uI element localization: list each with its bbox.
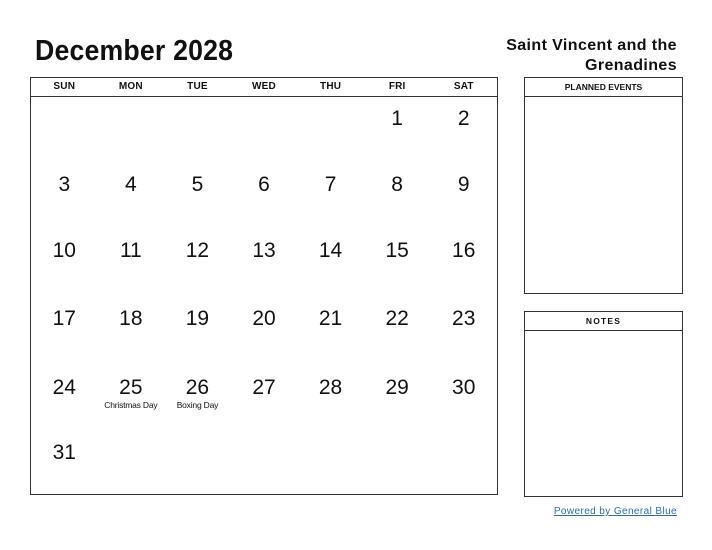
day-cell (364, 229, 431, 297)
weekday-wed: WED (252, 81, 276, 92)
day-cell (297, 297, 364, 366)
day-number: 30 (452, 376, 476, 399)
day-number: 9 (457, 173, 470, 196)
day-number: 3 (58, 173, 71, 196)
day-number: 19 (185, 307, 210, 330)
holiday-label: Boxing Day (176, 400, 219, 410)
day-cell (31, 229, 98, 297)
day-number: 7 (324, 173, 337, 196)
day-number: 25 (119, 376, 143, 399)
day-cell (31, 366, 98, 431)
country-name: Saint Vincent and the Grenadines (506, 37, 677, 74)
day-cell (430, 229, 497, 297)
day-number: 8 (391, 173, 403, 196)
day-cell (98, 163, 165, 229)
day-cell (31, 431, 98, 494)
day-number: 5 (191, 173, 204, 196)
calendar-grid (30, 77, 498, 495)
weekday-fri: FRI (388, 81, 406, 92)
day-cell (430, 97, 497, 163)
day-cell (164, 366, 231, 431)
day-cell (430, 297, 497, 366)
empty-day-cell (297, 97, 364, 163)
day-cell (31, 297, 98, 366)
day-number: 21 (318, 307, 343, 330)
day-number: 11 (119, 239, 142, 262)
day-number: 10 (52, 239, 76, 262)
day-number: 26 (185, 376, 210, 399)
day-cell (98, 366, 165, 431)
day-cell (231, 297, 298, 366)
day-number: 15 (385, 239, 409, 262)
empty-day-cell (231, 97, 298, 163)
powered-by-link[interactable]: Powered by General Blue (553, 506, 677, 517)
day-cell (297, 229, 364, 297)
weekday-sun: SUN (53, 81, 76, 92)
holiday-label: Christmas Day (104, 400, 158, 410)
empty-day-cell (297, 431, 364, 494)
day-number: 16 (452, 239, 476, 262)
day-cell (31, 163, 98, 229)
empty-day-cell (231, 431, 298, 494)
day-number: 13 (252, 239, 276, 262)
day-number: 12 (185, 239, 210, 262)
day-number: 4 (125, 173, 137, 196)
day-number: 28 (318, 376, 343, 399)
day-cell (297, 366, 364, 431)
empty-day-cell (164, 431, 231, 494)
day-number: 1 (391, 107, 403, 130)
day-cell (297, 163, 364, 229)
weekday-header-row (31, 78, 497, 97)
day-number: 22 (385, 307, 409, 330)
planned-events-heading: PLANNED EVENTS (525, 78, 682, 97)
empty-day-cell (98, 431, 165, 494)
day-cell (231, 163, 298, 229)
day-cell (364, 366, 431, 431)
weekday-tue: TUE (187, 81, 208, 92)
day-number: 14 (318, 239, 343, 262)
empty-day-cell (164, 97, 231, 163)
day-number: 29 (385, 376, 409, 399)
notes-heading: NOTES (525, 312, 682, 331)
day-cell (98, 297, 165, 366)
day-number: 23 (452, 307, 476, 330)
empty-day-cell (364, 431, 431, 494)
day-cell (231, 229, 298, 297)
day-cell (164, 297, 231, 366)
day-number: 27 (252, 376, 276, 399)
weekday-sat: SAT (453, 81, 474, 92)
empty-day-cell (31, 97, 98, 163)
day-number: 31 (52, 441, 76, 464)
day-number: 18 (119, 307, 143, 330)
day-cell (364, 97, 431, 163)
day-number: 17 (52, 307, 76, 330)
day-cell (364, 163, 431, 229)
weekday-mon: MON (118, 81, 143, 92)
page-title: December 2028 (35, 35, 234, 67)
weekday-thu: THU (320, 81, 342, 92)
day-cell (430, 163, 497, 229)
day-cell (231, 366, 298, 431)
day-number: 20 (252, 307, 276, 330)
notes-panel (524, 311, 683, 497)
day-number: 2 (457, 107, 470, 130)
day-cell (430, 366, 497, 431)
empty-day-cell (430, 431, 497, 494)
day-cell (164, 229, 231, 297)
day-number: 24 (52, 376, 76, 399)
day-cell (164, 163, 231, 229)
day-cell (364, 297, 431, 366)
planned-events-panel (524, 77, 683, 294)
day-cell (98, 229, 165, 297)
day-number: 6 (258, 173, 270, 196)
day-grid (31, 97, 497, 494)
empty-day-cell (98, 97, 165, 163)
